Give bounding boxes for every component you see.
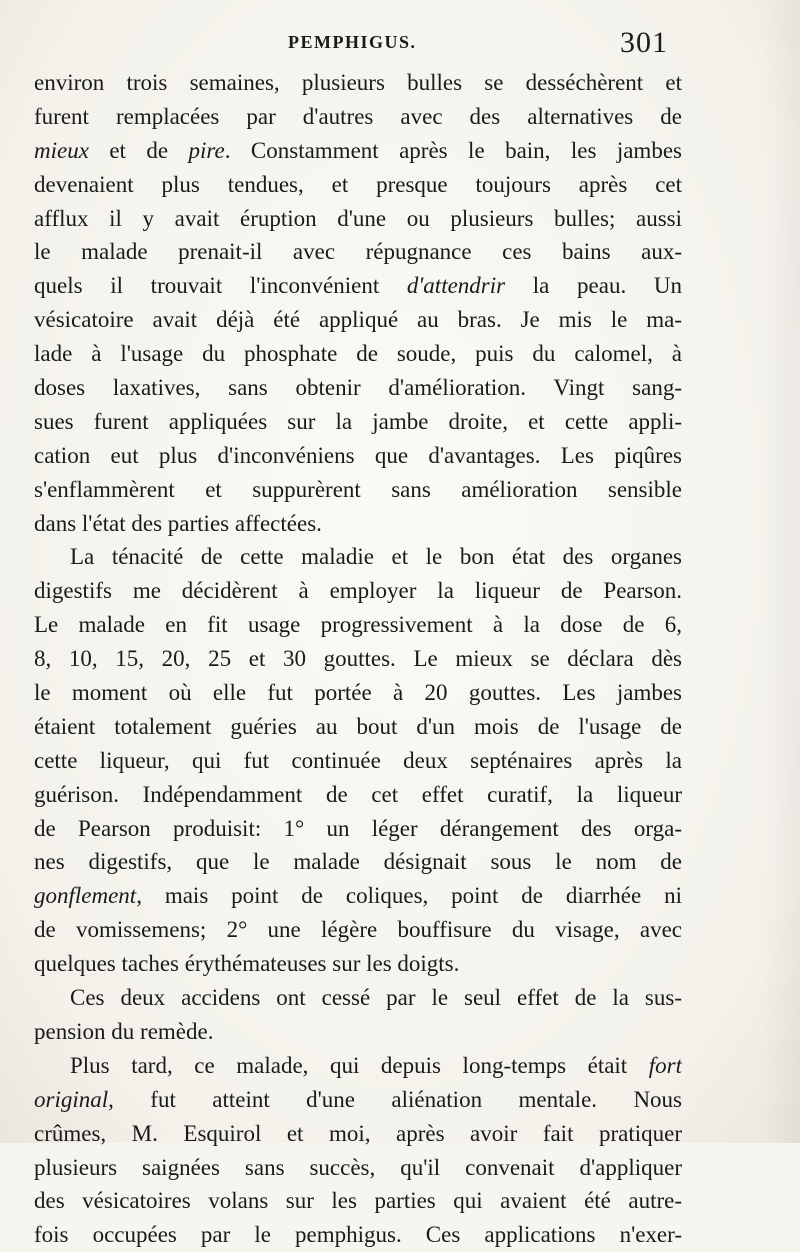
- text-line: digestifs me décidèrent à employer la liqueur de Pearson.: [34, 578, 682, 604]
- text-line: devenaient plus tendues, et presque toujours après cet: [34, 171, 682, 197]
- text-line: mieux et de pire. Constamment après le bain, les jambes: [34, 137, 682, 163]
- text-line: quels il trouvait l'inconvénient d'attendrir la peau. Un: [34, 273, 682, 299]
- text-line: sues furent appliquées sur la jambe droite, et cette appli-: [34, 408, 682, 434]
- text-line: de Pearson produisit: 1° un léger dérangement des orga-: [34, 815, 682, 841]
- text-line: environ trois semaines, plusieurs bulles se desséchèrent et: [34, 70, 682, 95]
- text-line: guérison. Indépendamment de cet effet curatif, la liqueur: [34, 781, 682, 807]
- text-line: plusieurs saignées sans succès, qu'il convenait d'appliquer: [34, 1154, 682, 1180]
- text-line: crûmes, M. Esquirol et moi, après avoir fait pratiquer: [34, 1120, 682, 1146]
- running-title: PEMPHIGUS.: [288, 32, 417, 52]
- text-line: gonflement, mais point de coliques, point de diarrhée ni: [34, 883, 682, 909]
- text-line: dans l'état des parties affectées.: [34, 510, 322, 536]
- text-line: furent remplacées par d'autres avec des alternatives de: [34, 103, 682, 129]
- text-line: nes digestifs, que le malade désignait sous le nom de: [34, 849, 682, 875]
- text-line: le malade prenait-il avec répugnance ces bains aux-: [34, 239, 682, 265]
- text-line: fois occupées par le pemphigus. Ces applications n'exer-: [34, 1222, 682, 1248]
- text-line: s'enflammèrent et suppurèrent sans amélioration sensible: [34, 476, 682, 502]
- text-line: afflux il y avait éruption d'une ou plusieurs bulles; aussi: [34, 205, 682, 231]
- body-text: [34, 66, 682, 1252]
- text-line: le moment où elle fut portée à 20 gouttes. Les jambes: [34, 680, 682, 706]
- text-line: Le malade en fit usage progressivement à la dose de 6,: [34, 612, 682, 638]
- paragraph-start-line: La ténacité de cette maladie et le bon état des organes: [70, 544, 682, 570]
- text-line: cette liqueur, qui fut continuée deux septénaires après la: [34, 747, 682, 773]
- paragraph-start-line: Ces deux accidens ont cessé par le seul effet de la sus-: [70, 985, 682, 1011]
- paragraph-start-line: Plus tard, ce malade, qui depuis long-temps était fort: [70, 1052, 682, 1078]
- text-line: 8, 10, 15, 20, 25 et 30 gouttes. Le mieux se déclara dès: [34, 646, 682, 672]
- text-line: cation eut plus d'inconvéniens que d'avantages. Les piqûres: [34, 442, 682, 468]
- text-line: de vomissemens; 2° une légère bouffisure du visage, avec: [34, 917, 682, 943]
- running-header: [0, 28, 800, 62]
- text-line: étaient totalement guéries au bout d'un mois de l'usage de: [34, 713, 682, 739]
- text-line: quelques taches érythémateuses sur les doigts.: [34, 951, 460, 977]
- text-line: des vésicatoires volans sur les parties qui avaient été autre-: [34, 1188, 682, 1214]
- text-line: original, fut atteint d'une aliénation mentale. Nous: [34, 1086, 682, 1112]
- page-number: 301: [620, 26, 668, 59]
- text-line: lade à l'usage du phosphate de soude, puis du calomel, à: [34, 341, 682, 367]
- text-line: pension du remède.: [34, 1018, 214, 1044]
- text-line: doses laxatives, sans obtenir d'amélioration. Vingt sang-: [34, 375, 682, 401]
- text-line: vésicatoire avait déjà été appliqué au bras. Je mis le ma-: [34, 307, 682, 333]
